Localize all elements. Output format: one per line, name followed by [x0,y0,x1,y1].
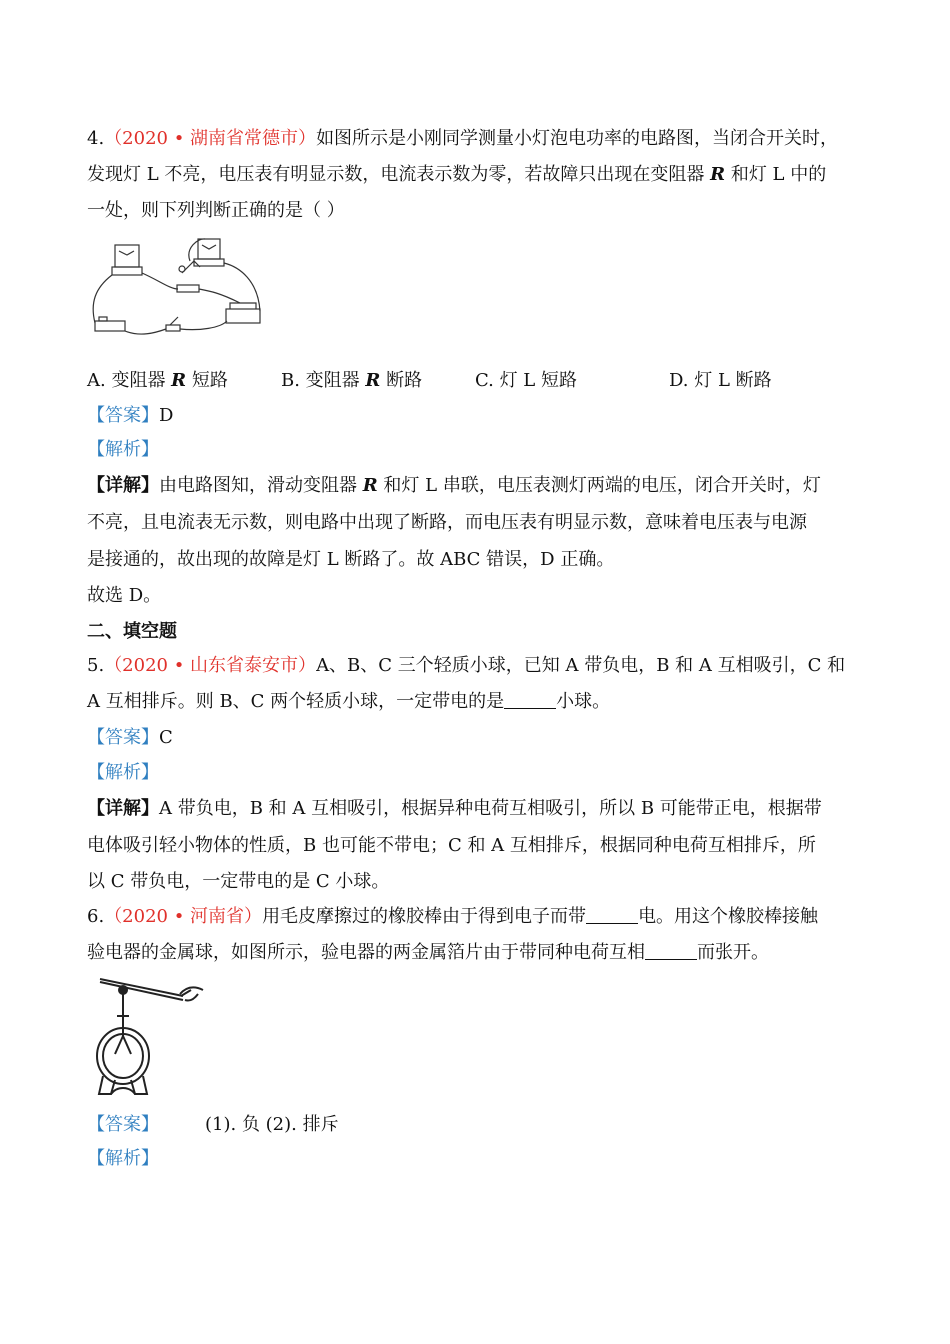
answer-value: D [159,405,174,426]
rheostat-shape [226,309,260,323]
q6-line-1: 6.（2020 • 河南省）用毛皮摩擦过的橡胶棒由于得到电子而带 电。用这个橡胶棒接触 [87,906,819,927]
q4-line-1 [87,127,838,151]
electroscope-figure [95,976,210,1100]
voltmeter-shape [115,245,139,267]
q6-source: （2020 • 河南省） [104,906,263,927]
q4-text-2a: 发现灯 L 不亮，电压表有明显示数，电流表示数为零，若故障只出现在变阻器 [87,164,711,185]
q4-text-2b: 和灯 L 中的 [725,164,827,185]
q4-detail-2: 不亮，且电流表无示数，则电路中出现了断路，而电压表有明显示数，意味着电压表与电源 [87,512,807,533]
q5-source: （2020 • 山东省泰安市） [104,655,317,676]
q5-answer: 【答案】C [87,727,173,748]
q6-line-2: 验电器的金属球，如图所示，验电器的两金属箔片由于带同种电荷互相 而张开。 [87,942,769,963]
q4-line-2 [87,163,826,187]
q4-detail-4: 故选 D。 [87,585,162,606]
q5-line-2: A 互相排斥。则 B、C 两个轻质小球，一定带电的是 小球。 [87,691,611,712]
q4-source: （2020 • 湖南省常德市） [104,128,317,149]
q4-detail-1: 【详解】由电路图知，滑动变阻器 R 和灯 L 串联，电压表测灯两端的电压，闭合开关时，灯 [87,475,821,496]
section-title: 二、填空题 [87,621,177,642]
q4-var-r: R [710,164,726,185]
q5-detail-2: 电体吸引轻小物体的性质，B 也可能不带电；C 和 A 互相排斥，根据同种电荷互相排斥，所 [87,835,816,856]
q4-text-1: 如图所示是小刚同学测量小灯泡电功率的电路图，当闭合开关时， [316,128,839,149]
q4-option-d: D. 灯 L 断路 [669,370,772,391]
q4-answer [87,404,173,428]
q6-answer: 【答案】 (1). 负 (2). 排斥 [87,1114,339,1135]
answer-tag: 【答案】 [87,405,159,426]
q4-option-a: A. 变阻器 R 短路 [87,370,228,391]
fill-blank-1[interactable] [586,907,638,924]
q5-detail-1: 【详解】A 带负电，B 和 A 互相吸引，根据异种电荷互相吸引，所以 B 可能带正电，根据带 [87,798,822,819]
q4-option-c: C. 灯 L 短路 [475,370,577,391]
q4-option-b: B. 变阻器 R 断路 [281,370,423,391]
fill-blank-2[interactable] [645,943,697,960]
detail-tag: 【详解】 [87,475,159,496]
q5-analysis-tag: 【解析】 [87,762,159,783]
q4-line-3: 一处，则下列判断正确的是（ ） [87,200,345,221]
q5-detail-3: 以 C 带负电，一定带电的是 C 小球。 [87,871,390,892]
battery-shape [95,321,125,331]
q5-line-1: 5.（2020 • 山东省泰安市）A、B、C 三个轻质小球，已知 A 带负电，B 和 A 互相吸引，C 和 [87,655,846,676]
circuit-figure [90,233,270,341]
rubber-rod-shape [100,982,183,1000]
q4-detail-3: 是接通的，故出现的故障是灯 L 断路了。故 ABC 错误，D 正确。 [87,549,615,570]
q4-analysis-tag: 【解析】 [87,439,159,460]
q6-analysis-tag: 【解析】 [87,1148,159,1169]
fill-blank[interactable] [504,692,556,709]
q4-number: 4. [87,128,105,149]
